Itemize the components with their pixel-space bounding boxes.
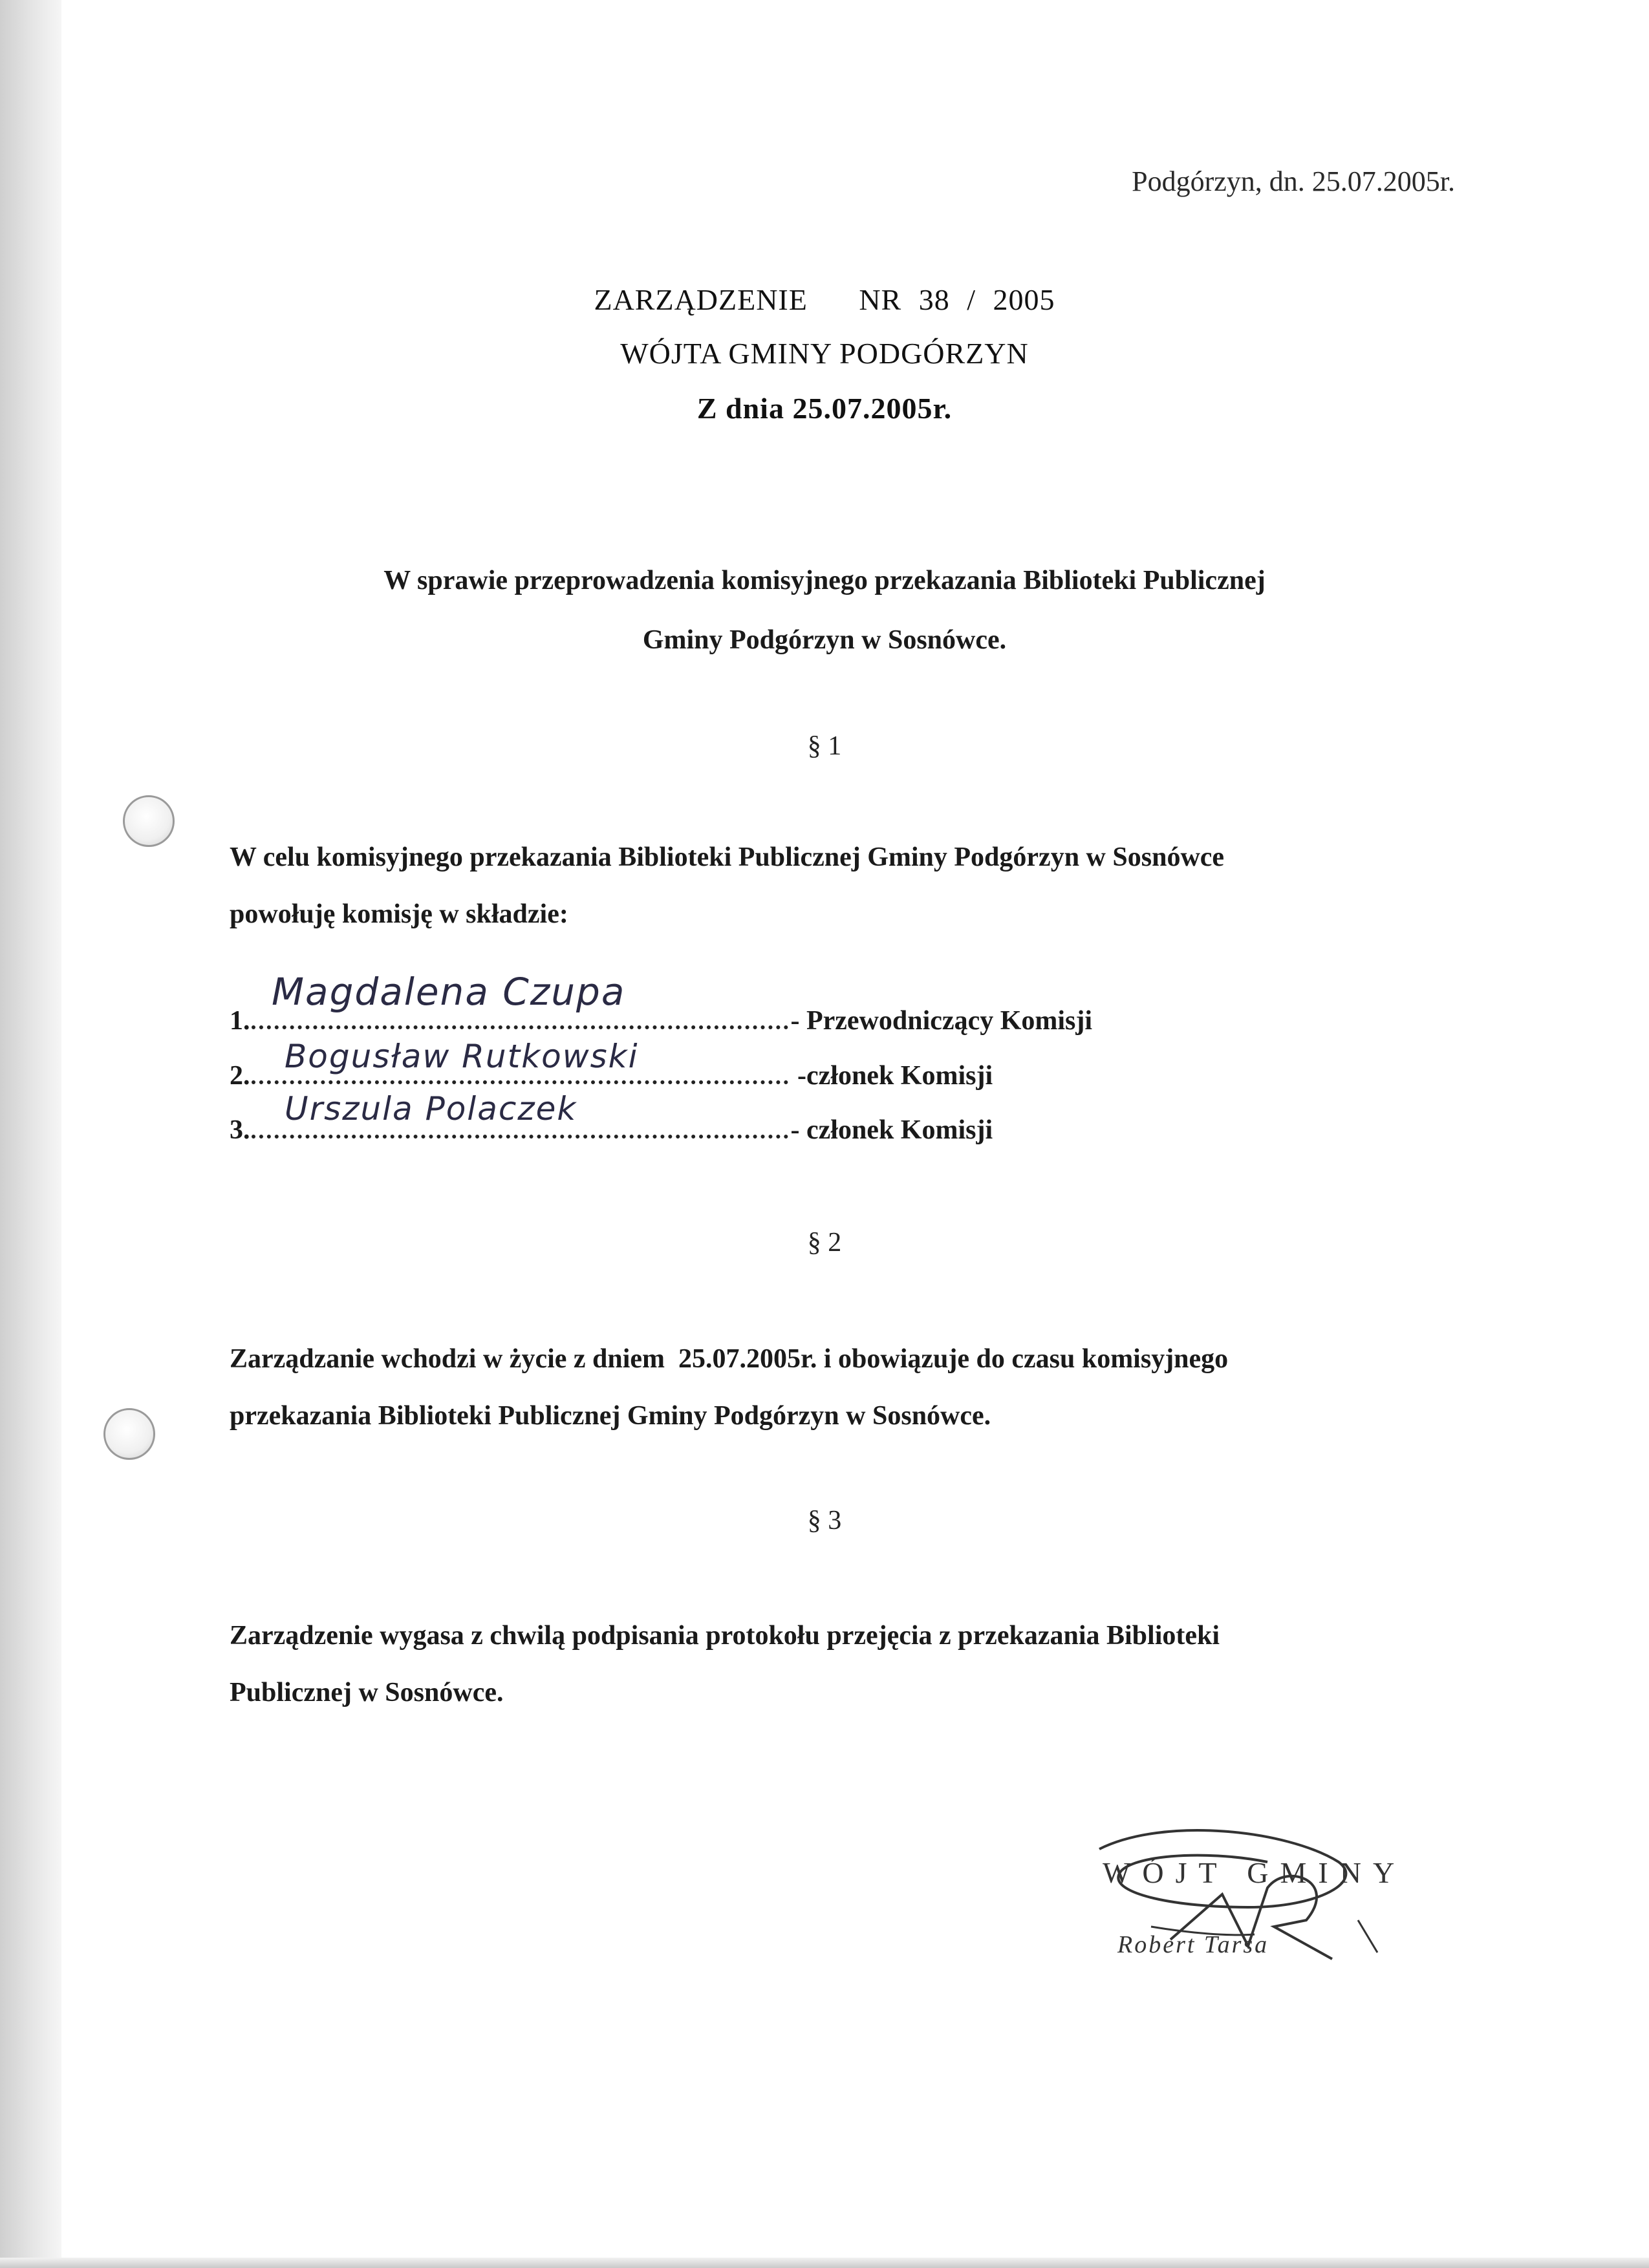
issuer: WÓJTA GMINY PODGÓRZYN bbox=[620, 337, 1029, 370]
member-number: 3. bbox=[230, 1115, 250, 1145]
member-role: - członek Komisji bbox=[790, 1115, 993, 1145]
section-mark-2: § 2 bbox=[807, 1228, 842, 1257]
dotted-line bbox=[252, 1025, 788, 1029]
member-signature-3: Urszula Polaczek bbox=[285, 1090, 577, 1128]
order-date: Z dnia 25.07.2005r. bbox=[696, 392, 953, 425]
paragraph-line: przekazania Biblioteki Publicznej Gminy Podgórzyn w Sosnówce. bbox=[230, 1401, 991, 1431]
subject-line: Gminy Podgórzyn w Sosnówce. bbox=[642, 625, 1007, 655]
paragraph-line: Zarządzanie wchodzi w życie z dniem 25.07.2005r. i obowiązuje do czasu komisyjnego bbox=[230, 1344, 1229, 1374]
order-number: ZARZĄDZENIE NR 38 / 2005 bbox=[594, 283, 1055, 316]
stamp-name: Robert Tarsa bbox=[1117, 1931, 1269, 1958]
subject-line: W sprawie przeprowadzenia komisyjnego przekazania Biblioteki Publicznej bbox=[383, 566, 1266, 595]
punch-hole-top bbox=[123, 795, 175, 847]
section-3-text bbox=[230, 1607, 1458, 1721]
paragraph-line: powołuję komisję w składzie: bbox=[230, 899, 568, 929]
place-date: Podgórzyn, dn. 25.07.2005r. bbox=[1132, 166, 1455, 197]
member-signature-1: Magdalena Czupa bbox=[272, 970, 626, 1014]
paragraph-line: Zarządzenie wygasa z chwilą podpisania protokołu przejęcia z przekazania Biblioteki bbox=[230, 1621, 1220, 1651]
section-2-text bbox=[230, 1331, 1458, 1444]
scan-edge-bottom bbox=[0, 2258, 1649, 2268]
punch-hole-bottom bbox=[103, 1408, 155, 1460]
section-1-text bbox=[230, 829, 1458, 943]
member-number: 2. bbox=[230, 1061, 250, 1091]
member-number: 1. bbox=[230, 1006, 250, 1036]
dotted-line bbox=[252, 1135, 788, 1139]
paragraph-line: W celu komisyjnego przekazania Biblioteki Publicznej Gminy Podgórzyn w Sosnówce bbox=[230, 842, 1225, 872]
section-mark-3: § 3 bbox=[807, 1506, 842, 1535]
stamp-title: WÓJT GMINY bbox=[1103, 1856, 1406, 1889]
member-signature-2: Bogusław Rutkowski bbox=[285, 1038, 639, 1075]
dotted-line bbox=[252, 1080, 788, 1084]
member-role: -członek Komisji bbox=[790, 1061, 993, 1091]
subject bbox=[0, 551, 1649, 670]
section-mark-1: § 1 bbox=[807, 731, 842, 761]
member-role: - Przewodniczący Komisji bbox=[790, 1006, 1093, 1036]
paragraph-line: Publicznej w Sosnówce. bbox=[230, 1678, 504, 1707]
